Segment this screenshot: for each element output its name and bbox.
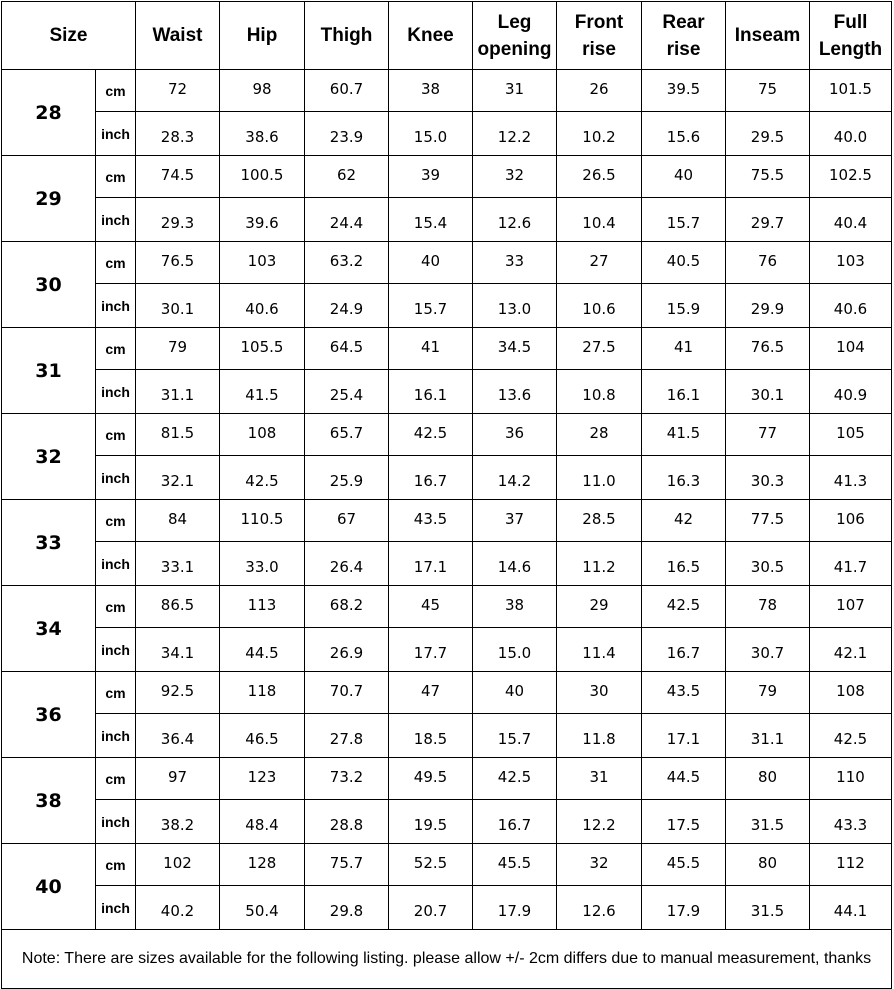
leg-opening-value: 38 bbox=[473, 586, 557, 628]
front-rise-value: 11.0 bbox=[557, 456, 642, 500]
inseam-value: 31.1 bbox=[726, 714, 810, 758]
size-label: 40 bbox=[2, 844, 96, 930]
hip-value: 40.6 bbox=[220, 284, 305, 328]
table-row bbox=[2, 370, 892, 414]
rear-rise-value: 16.7 bbox=[642, 628, 726, 672]
hip-value: 50.4 bbox=[220, 886, 305, 930]
rear-rise-value: 16.5 bbox=[642, 542, 726, 586]
leg-opening-value: 32 bbox=[473, 156, 557, 198]
waist-value: 38.2 bbox=[136, 800, 220, 844]
leg-opening-value: 37 bbox=[473, 500, 557, 542]
front-rise-value: 31 bbox=[557, 758, 642, 800]
knee-value: 52.5 bbox=[389, 844, 473, 886]
size-label: 31 bbox=[2, 328, 96, 414]
front-rise-value: 28 bbox=[557, 414, 642, 456]
front-rise-value: 27.5 bbox=[557, 328, 642, 370]
leg-opening-value: 12.2 bbox=[473, 112, 557, 156]
header-leg-opening bbox=[473, 2, 557, 70]
full-length-value: 40.0 bbox=[810, 112, 892, 156]
thigh-value: 24.4 bbox=[305, 198, 389, 242]
full-length-value: 108 bbox=[810, 672, 892, 714]
hip-value: 42.5 bbox=[220, 456, 305, 500]
note-row bbox=[2, 930, 892, 989]
front-rise-value: 11.2 bbox=[557, 542, 642, 586]
hip-value: 41.5 bbox=[220, 370, 305, 414]
leg-opening-value: 14.2 bbox=[473, 456, 557, 500]
waist-value: 81.5 bbox=[136, 414, 220, 456]
knee-value: 41 bbox=[389, 328, 473, 370]
full-length-value: 105 bbox=[810, 414, 892, 456]
front-rise-value: 32 bbox=[557, 844, 642, 886]
inseam-value: 75.5 bbox=[726, 156, 810, 198]
inseam-value: 77.5 bbox=[726, 500, 810, 542]
rear-rise-value: 44.5 bbox=[642, 758, 726, 800]
rear-rise-value: 15.7 bbox=[642, 198, 726, 242]
table-row bbox=[2, 672, 892, 714]
header-knee: Knee bbox=[389, 2, 473, 70]
rear-rise-value: 40.5 bbox=[642, 242, 726, 284]
hip-value: 105.5 bbox=[220, 328, 305, 370]
size-label: 34 bbox=[2, 586, 96, 672]
front-rise-value: 11.8 bbox=[557, 714, 642, 758]
front-rise-value: 28.5 bbox=[557, 500, 642, 542]
thigh-value: 70.7 bbox=[305, 672, 389, 714]
table-row bbox=[2, 714, 892, 758]
thigh-value: 25.9 bbox=[305, 456, 389, 500]
full-length-value: 101.5 bbox=[810, 70, 892, 112]
leg-opening-value: 31 bbox=[473, 70, 557, 112]
header-rear-rise bbox=[642, 2, 726, 70]
thigh-value: 73.2 bbox=[305, 758, 389, 800]
full-length-value: 103 bbox=[810, 242, 892, 284]
knee-value: 45 bbox=[389, 586, 473, 628]
table-row bbox=[2, 800, 892, 844]
front-rise-value: 10.8 bbox=[557, 370, 642, 414]
table-row bbox=[2, 886, 892, 930]
waist-value: 86.5 bbox=[136, 586, 220, 628]
thigh-value: 23.9 bbox=[305, 112, 389, 156]
knee-value: 42.5 bbox=[389, 414, 473, 456]
table-row bbox=[2, 628, 892, 672]
leg-opening-value: 36 bbox=[473, 414, 557, 456]
table-row bbox=[2, 156, 892, 198]
hip-value: 103 bbox=[220, 242, 305, 284]
waist-value: 32.1 bbox=[136, 456, 220, 500]
leg-opening-value: 42.5 bbox=[473, 758, 557, 800]
waist-value: 79 bbox=[136, 328, 220, 370]
waist-value: 74.5 bbox=[136, 156, 220, 198]
unit-label-inch: inch bbox=[96, 628, 136, 672]
header-front-rise bbox=[557, 2, 642, 70]
inseam-value: 80 bbox=[726, 758, 810, 800]
header-full-length-line2: Length bbox=[818, 38, 883, 60]
inseam-value: 31.5 bbox=[726, 886, 810, 930]
rear-rise-value: 17.1 bbox=[642, 714, 726, 758]
header-rear-rise-line1: Rear bbox=[662, 11, 705, 33]
inseam-value: 31.5 bbox=[726, 800, 810, 844]
unit-label-cm: cm bbox=[96, 500, 136, 542]
waist-value: 29.3 bbox=[136, 198, 220, 242]
waist-value: 30.1 bbox=[136, 284, 220, 328]
thigh-value: 25.4 bbox=[305, 370, 389, 414]
header-hip: Hip bbox=[220, 2, 305, 70]
inseam-value: 30.5 bbox=[726, 542, 810, 586]
unit-label-cm: cm bbox=[96, 156, 136, 198]
header-full-length-line1: Full bbox=[833, 11, 868, 33]
inseam-value: 76 bbox=[726, 242, 810, 284]
rear-rise-value: 17.9 bbox=[642, 886, 726, 930]
unit-label-cm: cm bbox=[96, 70, 136, 112]
waist-value: 97 bbox=[136, 758, 220, 800]
thigh-value: 67 bbox=[305, 500, 389, 542]
unit-label-cm: cm bbox=[96, 586, 136, 628]
thigh-value: 62 bbox=[305, 156, 389, 198]
table-row bbox=[2, 70, 892, 112]
size-chart-body bbox=[2, 70, 892, 930]
knee-value: 17.1 bbox=[389, 542, 473, 586]
thigh-value: 26.9 bbox=[305, 628, 389, 672]
full-length-value: 40.6 bbox=[810, 284, 892, 328]
thigh-value: 64.5 bbox=[305, 328, 389, 370]
knee-value: 15.4 bbox=[389, 198, 473, 242]
hip-value: 46.5 bbox=[220, 714, 305, 758]
rear-rise-value: 15.6 bbox=[642, 112, 726, 156]
size-label: 38 bbox=[2, 758, 96, 844]
thigh-value: 26.4 bbox=[305, 542, 389, 586]
thigh-value: 65.7 bbox=[305, 414, 389, 456]
knee-value: 17.7 bbox=[389, 628, 473, 672]
hip-value: 33.0 bbox=[220, 542, 305, 586]
leg-opening-value: 14.6 bbox=[473, 542, 557, 586]
leg-opening-value: 15.0 bbox=[473, 628, 557, 672]
waist-value: 76.5 bbox=[136, 242, 220, 284]
rear-rise-value: 42.5 bbox=[642, 586, 726, 628]
full-length-value: 42.1 bbox=[810, 628, 892, 672]
inseam-value: 29.7 bbox=[726, 198, 810, 242]
hip-value: 123 bbox=[220, 758, 305, 800]
inseam-value: 30.1 bbox=[726, 370, 810, 414]
table-row bbox=[2, 844, 892, 886]
header-inseam: Inseam bbox=[726, 2, 810, 70]
hip-value: 108 bbox=[220, 414, 305, 456]
table-row bbox=[2, 542, 892, 586]
header-full-length bbox=[810, 2, 892, 70]
full-length-value: 41.3 bbox=[810, 456, 892, 500]
header-row bbox=[2, 2, 892, 70]
inseam-value: 29.9 bbox=[726, 284, 810, 328]
leg-opening-value: 15.7 bbox=[473, 714, 557, 758]
thigh-value: 29.8 bbox=[305, 886, 389, 930]
header-thigh: Thigh bbox=[305, 2, 389, 70]
front-rise-value: 26 bbox=[557, 70, 642, 112]
rear-rise-value: 16.1 bbox=[642, 370, 726, 414]
full-length-value: 104 bbox=[810, 328, 892, 370]
leg-opening-value: 34.5 bbox=[473, 328, 557, 370]
inseam-value: 29.5 bbox=[726, 112, 810, 156]
leg-opening-value: 17.9 bbox=[473, 886, 557, 930]
front-rise-value: 26.5 bbox=[557, 156, 642, 198]
unit-label-cm: cm bbox=[96, 758, 136, 800]
full-length-value: 40.4 bbox=[810, 198, 892, 242]
hip-value: 98 bbox=[220, 70, 305, 112]
unit-label-cm: cm bbox=[96, 844, 136, 886]
knee-value: 38 bbox=[389, 70, 473, 112]
waist-value: 34.1 bbox=[136, 628, 220, 672]
unit-label-inch: inch bbox=[96, 370, 136, 414]
header-rear-rise-line2: rise bbox=[666, 38, 701, 60]
full-length-value: 106 bbox=[810, 500, 892, 542]
rear-rise-value: 17.5 bbox=[642, 800, 726, 844]
unit-label-cm: cm bbox=[96, 242, 136, 284]
rear-rise-value: 16.3 bbox=[642, 456, 726, 500]
unit-label-inch: inch bbox=[96, 542, 136, 586]
knee-value: 43.5 bbox=[389, 500, 473, 542]
rear-rise-value: 43.5 bbox=[642, 672, 726, 714]
full-length-value: 43.3 bbox=[810, 800, 892, 844]
unit-label-inch: inch bbox=[96, 198, 136, 242]
size-label: 33 bbox=[2, 500, 96, 586]
hip-value: 113 bbox=[220, 586, 305, 628]
header-front-rise-line2: rise bbox=[582, 38, 616, 60]
header-waist: Waist bbox=[136, 2, 220, 70]
leg-opening-value: 13.0 bbox=[473, 284, 557, 328]
knee-value: 47 bbox=[389, 672, 473, 714]
hip-value: 48.4 bbox=[220, 800, 305, 844]
header-size: Size bbox=[2, 2, 136, 70]
unit-label-inch: inch bbox=[96, 714, 136, 758]
size-label: 30 bbox=[2, 242, 96, 328]
knee-value: 18.5 bbox=[389, 714, 473, 758]
table-row bbox=[2, 112, 892, 156]
full-length-value: 112 bbox=[810, 844, 892, 886]
front-rise-value: 30 bbox=[557, 672, 642, 714]
knee-value: 15.7 bbox=[389, 284, 473, 328]
unit-label-cm: cm bbox=[96, 672, 136, 714]
full-length-value: 107 bbox=[810, 586, 892, 628]
unit-label-cm: cm bbox=[96, 328, 136, 370]
size-chart-table bbox=[1, 1, 892, 989]
rear-rise-value: 45.5 bbox=[642, 844, 726, 886]
hip-value: 44.5 bbox=[220, 628, 305, 672]
size-label: 28 bbox=[2, 70, 96, 156]
table-row bbox=[2, 500, 892, 542]
knee-value: 40 bbox=[389, 242, 473, 284]
waist-value: 102 bbox=[136, 844, 220, 886]
waist-value: 33.1 bbox=[136, 542, 220, 586]
table-row bbox=[2, 414, 892, 456]
inseam-value: 76.5 bbox=[726, 328, 810, 370]
waist-value: 28.3 bbox=[136, 112, 220, 156]
waist-value: 72 bbox=[136, 70, 220, 112]
front-rise-value: 11.4 bbox=[557, 628, 642, 672]
front-rise-value: 12.2 bbox=[557, 800, 642, 844]
unit-label-inch: inch bbox=[96, 800, 136, 844]
thigh-value: 24.9 bbox=[305, 284, 389, 328]
knee-value: 39 bbox=[389, 156, 473, 198]
rear-rise-value: 41.5 bbox=[642, 414, 726, 456]
hip-value: 39.6 bbox=[220, 198, 305, 242]
thigh-value: 68.2 bbox=[305, 586, 389, 628]
rear-rise-value: 40 bbox=[642, 156, 726, 198]
thigh-value: 75.7 bbox=[305, 844, 389, 886]
leg-opening-value: 12.6 bbox=[473, 198, 557, 242]
thigh-value: 28.8 bbox=[305, 800, 389, 844]
thigh-value: 63.2 bbox=[305, 242, 389, 284]
inseam-value: 30.7 bbox=[726, 628, 810, 672]
unit-label-inch: inch bbox=[96, 284, 136, 328]
front-rise-value: 12.6 bbox=[557, 886, 642, 930]
note-text: Note: There are sizes available for the following listing. please allow +/- 2cm differs due to manual measurement, thanks bbox=[2, 930, 892, 989]
table-row bbox=[2, 456, 892, 500]
knee-value: 16.7 bbox=[389, 456, 473, 500]
hip-value: 128 bbox=[220, 844, 305, 886]
thigh-value: 60.7 bbox=[305, 70, 389, 112]
inseam-value: 30.3 bbox=[726, 456, 810, 500]
rear-rise-value: 42 bbox=[642, 500, 726, 542]
full-length-value: 40.9 bbox=[810, 370, 892, 414]
size-label: 29 bbox=[2, 156, 96, 242]
inseam-value: 77 bbox=[726, 414, 810, 456]
header-front-rise-line1: Front bbox=[574, 11, 624, 33]
inseam-value: 78 bbox=[726, 586, 810, 628]
unit-label-inch: inch bbox=[96, 456, 136, 500]
waist-value: 84 bbox=[136, 500, 220, 542]
leg-opening-value: 45.5 bbox=[473, 844, 557, 886]
full-length-value: 41.7 bbox=[810, 542, 892, 586]
unit-label-inch: inch bbox=[96, 886, 136, 930]
inseam-value: 79 bbox=[726, 672, 810, 714]
unit-label-cm: cm bbox=[96, 414, 136, 456]
rear-rise-value: 39.5 bbox=[642, 70, 726, 112]
front-rise-value: 10.4 bbox=[557, 198, 642, 242]
header-leg-opening-line1: Leg bbox=[497, 11, 532, 33]
full-length-value: 42.5 bbox=[810, 714, 892, 758]
front-rise-value: 27 bbox=[557, 242, 642, 284]
full-length-value: 110 bbox=[810, 758, 892, 800]
hip-value: 110.5 bbox=[220, 500, 305, 542]
hip-value: 100.5 bbox=[220, 156, 305, 198]
waist-value: 92.5 bbox=[136, 672, 220, 714]
size-label: 36 bbox=[2, 672, 96, 758]
inseam-value: 80 bbox=[726, 844, 810, 886]
waist-value: 40.2 bbox=[136, 886, 220, 930]
knee-value: 20.7 bbox=[389, 886, 473, 930]
waist-value: 31.1 bbox=[136, 370, 220, 414]
table-row bbox=[2, 198, 892, 242]
knee-value: 19.5 bbox=[389, 800, 473, 844]
thigh-value: 27.8 bbox=[305, 714, 389, 758]
knee-value: 16.1 bbox=[389, 370, 473, 414]
inseam-value: 75 bbox=[726, 70, 810, 112]
front-rise-value: 10.2 bbox=[557, 112, 642, 156]
front-rise-value: 10.6 bbox=[557, 284, 642, 328]
full-length-value: 44.1 bbox=[810, 886, 892, 930]
table-row bbox=[2, 758, 892, 800]
table-row bbox=[2, 586, 892, 628]
table-row bbox=[2, 284, 892, 328]
size-label: 32 bbox=[2, 414, 96, 500]
leg-opening-value: 33 bbox=[473, 242, 557, 284]
leg-opening-value: 13.6 bbox=[473, 370, 557, 414]
rear-rise-value: 41 bbox=[642, 328, 726, 370]
knee-value: 49.5 bbox=[389, 758, 473, 800]
hip-value: 38.6 bbox=[220, 112, 305, 156]
waist-value: 36.4 bbox=[136, 714, 220, 758]
full-length-value: 102.5 bbox=[810, 156, 892, 198]
table-row bbox=[2, 328, 892, 370]
hip-value: 118 bbox=[220, 672, 305, 714]
table-row bbox=[2, 242, 892, 284]
unit-label-inch: inch bbox=[96, 112, 136, 156]
leg-opening-value: 40 bbox=[473, 672, 557, 714]
rear-rise-value: 15.9 bbox=[642, 284, 726, 328]
front-rise-value: 29 bbox=[557, 586, 642, 628]
leg-opening-value: 16.7 bbox=[473, 800, 557, 844]
header-leg-opening-line2: opening bbox=[477, 38, 552, 60]
knee-value: 15.0 bbox=[389, 112, 473, 156]
